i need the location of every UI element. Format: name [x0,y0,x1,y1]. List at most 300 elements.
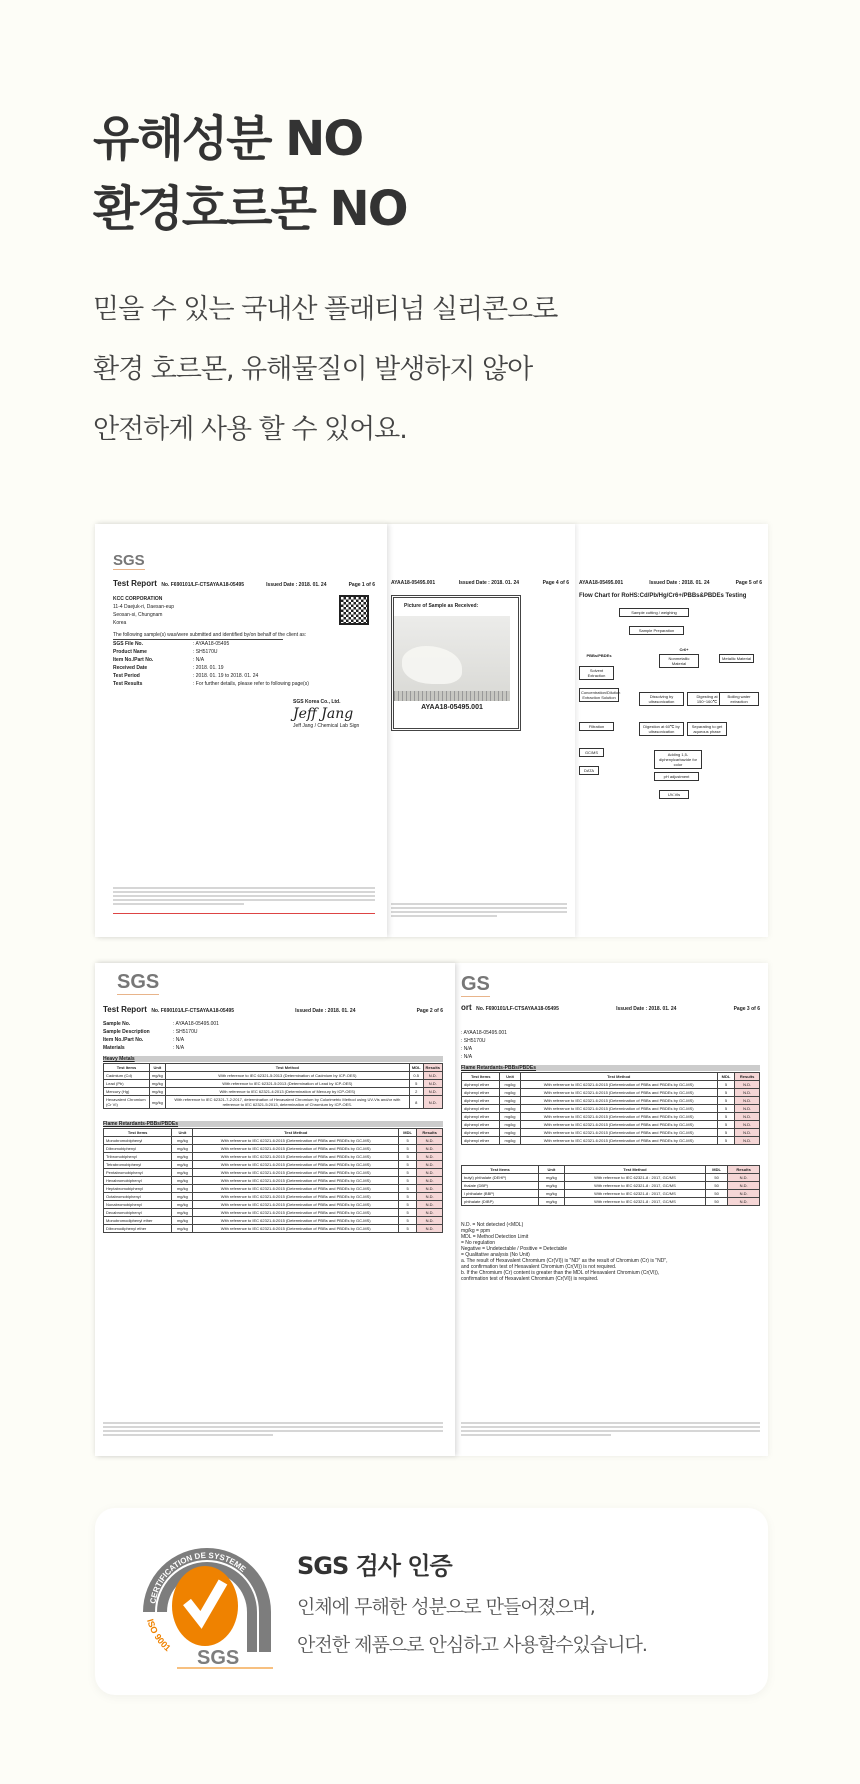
page-footer [391,901,567,919]
address-line: Seosan-si, Chungnam [113,612,163,618]
field-label: Materials [103,1045,125,1051]
section-title: Flame Retardants-PBBs/PBDEs [461,1065,760,1071]
table-row [462,1182,760,1190]
cell-unit: mg/kg [172,1225,193,1233]
signer-company: SGS Korea Co., Ltd. [293,699,341,705]
cell-result: N.D. [423,1072,442,1080]
cell-result: N.D. [423,1080,442,1088]
cell-method: With reference to IEC 62321-6:2015 (Determination of PBBs and PBDEs by GC-MS) [520,1081,717,1089]
cell-unit: mg/kg [500,1097,520,1105]
cell-method: With reference to IEC 62321-6:2015 (Determination of PBBs and PBDEs by GC-MS) [193,1169,399,1177]
column-header: Test Method [520,1073,717,1081]
cell-method: With reference to IEC 62321-6:2015 (Determination of PBBs and PBDEs by GC-MS) [193,1193,399,1201]
field-row [113,664,375,672]
page-footer [103,1420,443,1438]
cell-item: Cadmium (Cd) [104,1072,150,1080]
cell-unit: mg/kg [172,1169,193,1177]
report-title: Test Report [113,579,157,588]
table-row [104,1209,443,1217]
sgs-iso-certification-logo [125,1532,285,1672]
cell-mdl: 5 [717,1081,734,1089]
field-value: : N/A [461,1054,473,1060]
table-row [462,1105,760,1113]
cell-unit: mg/kg [538,1190,564,1198]
cell-item: diphenyl ether [462,1081,500,1089]
table-row [104,1137,443,1145]
cell-mdl: 5 [409,1080,423,1088]
field-value: : AYAA18-05495.001 [173,1021,219,1027]
qr-code-icon [339,595,369,625]
cell-mdl: 50 [705,1174,727,1182]
table-row [462,1129,760,1137]
logo-arc-text: CERTIFICATION DE SYSTEME [148,1550,248,1605]
cell-method: With reference to IEC 62321-6:2015 (Determination of PBBs and PBDEs by GC-MS) [193,1217,399,1225]
column-header: Results [417,1129,443,1137]
field-label: SGS File No. [113,641,144,647]
cell-mdl: 50 [705,1182,727,1190]
flow-step: Adding 1,5-diphenylcarbazide for color [654,750,702,769]
cell-method: With reference to IEC 62321-4:2013 (Determination of Mercury by ICP-OES) [165,1088,409,1096]
flow-step: Digestion at 60℃ by ultrasonication [639,722,684,736]
headline-line2: 환경호르몬 NO [93,181,407,237]
note-line: N.D. = Not detected (<MDL) [461,1222,524,1228]
note-line: Negative = Undetectable / Positive = Detectable [461,1246,568,1252]
table-header [462,1073,760,1081]
report-number: No. F690101/LF-CTSAYAA18-05495 [476,1006,559,1012]
cell-item: Dibromodiphenyl ether [104,1225,172,1233]
table-row [462,1137,760,1145]
cell-item: diphenyl ether [462,1089,500,1097]
cell-method: With reference to IEC 62321-6:2015 (Determination of PBBs and PBDEs by GC-MS) [520,1129,717,1137]
column-header: MDL [705,1166,727,1174]
flow-step: Dissolving by ultrasonication [639,692,684,706]
certification-desc-line1: 인체에 무해한 성분으로 만들어졌으며, [297,1596,595,1618]
field-value: : AYAA18-05495 [193,641,230,647]
cell-unit: mg/kg [172,1137,193,1145]
headline-line1: 유해성분 NO [93,111,363,167]
cell-mdl: 5 [399,1201,417,1209]
table-row [104,1193,443,1201]
sample-id: AYAA18-05495.001 [421,704,483,711]
column-header: Results [728,1166,760,1174]
column-header: Test Items [462,1166,539,1174]
flow-step: DATA [579,766,599,775]
flow-step: GC/MS [579,748,604,757]
cell-result: N.D. [417,1177,443,1185]
table-row [104,1153,443,1161]
flow-step: pH adjustment [654,772,699,781]
flow-step: PBBs/PBDEs [579,652,619,659]
report-pages-top [95,524,768,937]
report-page-2 [95,963,455,1456]
cell-result: N.D. [417,1137,443,1145]
field-label: Sample Description [103,1029,150,1035]
cell-method: With reference to IEC 62321-8 : 2017, GC/MS [564,1190,705,1198]
logo-iso-label [145,1618,173,1653]
cell-item: Monobromodiphenyl ether [104,1217,172,1225]
field-row [113,656,375,664]
cell-unit: mg/kg [500,1129,520,1137]
cell-item: thalate (DBP) [462,1182,539,1190]
cell-unit: mg/kg [149,1096,165,1109]
cell-item: Octabromobiphenyl [104,1193,172,1201]
note-line: b. If the Chromium (Cr) content is greater than the MDL of Hexavalent Chromium (Cr(VI)), [461,1270,660,1276]
flow-step: Filtration [579,722,614,731]
cell-item: Hexabromobiphenyl [104,1177,172,1185]
address-line: Korea [113,620,127,626]
cell-result: N.D. [423,1088,442,1096]
report-number: No. F690101/LF-CTSAYAA18-05495 [151,1008,235,1014]
cell-item: Nonabromobiphenyl [104,1201,172,1209]
cell-method: With reference to IEC 62321-6:2015 (Determination of PBBs and PBDEs by GC-MS) [193,1225,399,1233]
sgs-logo: SGS [113,552,145,569]
field-value: : For further details, please refer to following page(s) [193,681,309,687]
field-label: Sample No. [103,1021,131,1027]
cell-unit: mg/kg [172,1161,193,1169]
description-line3: 안전하게 사용 할 수 있어요. [93,414,407,445]
note-line: MDL = Method Detection Limit [461,1234,529,1240]
field-value: : N/A [461,1046,473,1052]
field-row [113,672,375,680]
report-page-5 [575,524,768,937]
cell-result: N.D. [417,1201,443,1209]
table-row [104,1177,443,1185]
cell-mdl: 5 [399,1225,417,1233]
cell-mdl: 5 [399,1185,417,1193]
cell-mdl: 8 [409,1096,423,1109]
column-header: MDL [399,1129,417,1137]
field-row [113,648,375,656]
cell-mdl: 5 [399,1177,417,1185]
cell-mdl: 50 [705,1190,727,1198]
sgs-logo: SGS [117,971,160,993]
cell-mdl: 0.5 [409,1072,423,1080]
cell-method: With reference to IEC 62321-6:2015 (Determination of PBBs and PBDEs by GC-MS) [520,1089,717,1097]
cell-method: With reference to IEC 62321-6:2015 (Determination of PBBs and PBDEs by GC-MS) [193,1161,399,1169]
field-value: : 2018. 01. 19 [193,665,224,671]
cell-item: Tetrabromobiphenyl [104,1161,172,1169]
cell-unit: mg/kg [172,1217,193,1225]
cell-unit: mg/kg [172,1153,193,1161]
sample-values [461,1029,760,1061]
flow-chart [579,600,762,800]
column-header: Unit [538,1166,564,1174]
table-header [104,1129,443,1137]
flow-step: Metallic Material [719,654,754,663]
table-row [462,1081,760,1089]
cell-method: With reference to IEC 62321-5:2013 (Determination of Lead by ICP-OES) [165,1080,409,1088]
cell-item: Monobromobiphenyl [104,1137,172,1145]
page-footer [461,1420,760,1438]
issued-date: Issued Date : 2018. 01. 24 [458,580,520,586]
table-row [462,1097,760,1105]
cell-item: diphenyl ether [462,1113,500,1121]
cell-result: N.D. [735,1113,760,1121]
certification-desc-line2: 안전한 제품으로 안심하고 사용할수있습니다. [297,1634,647,1656]
cell-unit: mg/kg [172,1145,193,1153]
sample-fields [113,640,375,688]
table-row [104,1217,443,1225]
cell-method: With reference to IEC 62321-8 : 2017, GC/MS [564,1198,705,1206]
field-value: : SH5170U [173,1029,198,1035]
field-row [103,1036,443,1044]
cell-mdl: 5 [399,1217,417,1225]
cell-mdl: 5 [717,1129,734,1137]
flow-step: Separating to get aqueous phase [687,722,727,736]
table-row [462,1198,760,1206]
cell-unit: mg/kg [500,1121,520,1129]
cell-unit: mg/kg [172,1201,193,1209]
signer-name: Jeff Jang / Chemical Lab Sign [293,723,360,729]
field-label: Item No./Part No. [103,1037,144,1043]
cell-result: N.D. [735,1121,760,1129]
cell-result: N.D. [417,1145,443,1153]
cell-method: With reference to IEC 62321-6:2015 (Determination of PBBs and PBDEs by GC-MS) [193,1201,399,1209]
column-header: Test Method [165,1064,409,1072]
description-line1: 믿을 수 있는 국내산 플래티넘 실리콘으로 [93,294,558,325]
field-label: Item No./Part No. [113,657,154,663]
sgs-logo: GS [461,973,490,995]
cell-method: With reference to IEC 62321-6:2015 (Determination of PBBs and PBDEs by GC-MS) [520,1113,717,1121]
cell-result: N.D. [417,1153,443,1161]
field-row [103,1028,443,1036]
cell-method: With reference to IEC 62321-6:2015 (Determination of PBBs and PBDEs by GC-MS) [520,1105,717,1113]
field-value: : AYAA18-05495.001 [461,1030,507,1036]
field-row [113,680,375,688]
table-row [104,1145,443,1153]
field-row [113,640,375,648]
description [93,280,557,460]
section-title: Heavy Metals [103,1056,443,1062]
table-row [104,1169,443,1177]
table-row [104,1088,443,1096]
flame-retardants-table [103,1128,443,1233]
pbde-table [461,1072,760,1145]
certification-description [297,1588,647,1664]
cell-result: N.D. [417,1217,443,1225]
column-header: Test Items [462,1073,500,1081]
cell-result: N.D. [417,1225,443,1233]
field-value: : N/A [173,1037,185,1043]
cell-unit: mg/kg [538,1174,564,1182]
cell-item: butyl) phthalate (DEHP) [462,1174,539,1182]
column-header: Test Items [104,1064,150,1072]
page-number: Page 2 of 6 [416,1008,443,1014]
cell-unit: mg/kg [172,1209,193,1217]
cell-unit: mg/kg [500,1089,520,1097]
cell-mdl: 5 [717,1105,734,1113]
cell-unit: mg/kg [149,1080,165,1088]
page-number: Page 3 of 6 [733,1006,760,1012]
cell-mdl: 5 [717,1137,734,1145]
cell-result: N.D. [735,1129,760,1137]
cell-item: diphenyl ether [462,1129,500,1137]
cell-item: Mercury (Hg) [104,1088,150,1096]
table-header [462,1166,760,1174]
column-header: Results [423,1064,442,1072]
table-row [104,1161,443,1169]
field-value: : 2018. 01. 19 to 2018. 01. 24 [193,673,259,679]
column-header: Results [735,1073,760,1081]
report-page-3 [445,963,768,1456]
cell-unit: mg/kg [149,1088,165,1096]
cell-mdl: 5 [399,1145,417,1153]
cell-method: With reference to IEC 62321-8 : 2017, GC/MS [564,1182,705,1190]
field-row [103,1044,443,1052]
table-row [462,1174,760,1182]
flow-step: UV-Vis [659,790,689,799]
column-header: Unit [500,1073,520,1081]
ruler [394,691,510,701]
cell-mdl: 5 [717,1113,734,1121]
cell-method: With reference to IEC 62321-6:2015 (Determination of PBBs and PBDEs by GC-MS) [520,1137,717,1145]
cell-item: phthalate (DIBP) [462,1198,539,1206]
section-title: Flame Retardants-PBBs/PBDEs [103,1121,443,1127]
cell-unit: mg/kg [500,1105,520,1113]
issued-date: Issued Date : 2018. 01. 24 [616,1006,677,1012]
cell-result: N.D. [728,1198,760,1206]
flow-step: Sample Preparation [629,626,684,635]
cell-mdl: 5 [399,1209,417,1217]
field-value: : SH5170U [193,649,218,655]
cell-result: N.D. [735,1089,760,1097]
note-line: = No regulation [461,1240,496,1246]
cell-item: Pentabromobiphenyl [104,1169,172,1177]
flow-step: Concentration/Dilution Extraction Solution [581,690,621,700]
flow-step: Cr6+ [674,646,694,653]
signature: Jeff Jang [293,706,354,722]
cell-mdl: 5 [717,1097,734,1105]
sample-photo [394,616,510,701]
report-pages-bottom [95,963,768,1456]
cell-method: With reference to IEC 62321-6:2015 (Determination of PBBs and PBDEs by GC-MS) [520,1121,717,1129]
column-header: Test Items [104,1129,172,1137]
flow-step: Sample cutting / weighing [619,608,689,617]
cell-unit: mg/kg [149,1072,165,1080]
table-row [104,1080,443,1088]
cell-mdl: 5 [399,1193,417,1201]
column-header: Unit [149,1064,165,1072]
cell-unit: mg/kg [500,1113,520,1121]
logo-brand-text: SGS [197,1647,240,1669]
cell-result: N.D. [417,1193,443,1201]
table-row [104,1096,443,1109]
cell-method: With reference to IEC 62321-6:2015 (Determination of PBBs and PBDEs by GC-MS) [193,1145,399,1153]
cell-mdl: 2 [409,1088,423,1096]
cell-mdl: 5 [399,1137,417,1145]
table-header [104,1064,443,1072]
cell-result: N.D. [423,1096,442,1109]
cell-item: Heptabromobiphenyl [104,1185,172,1193]
cell-mdl: 5 [717,1121,734,1129]
picture-label: Picture of Sample as Received: [404,603,479,609]
report-page-4 [385,524,575,937]
sample-fields [103,1020,443,1052]
cell-item: diphenyl ether [462,1097,500,1105]
cell-result: N.D. [417,1161,443,1169]
table-row [104,1185,443,1193]
column-header: Test Method [564,1166,705,1174]
cell-unit: mg/kg [172,1177,193,1185]
cell-result: N.D. [735,1081,760,1089]
cell-item: Dibromobiphenyl [104,1145,172,1153]
cell-result: N.D. [735,1097,760,1105]
description-line2: 환경 호르몬, 유해물질이 발생하지 않아 [93,354,533,385]
column-header: Unit [172,1129,193,1137]
cell-method: With reference to IEC 62321-6:2015 (Determination of PBBs and PBDEs by GC-MS) [193,1177,399,1185]
cell-result: N.D. [417,1169,443,1177]
note-line: and confirmation test of Hexavalent Chromium (Cr(VI)) is not required. [461,1264,617,1270]
table-row [462,1113,760,1121]
cell-mdl: 50 [705,1198,727,1206]
cell-item: diphenyl ether [462,1121,500,1129]
report-page-1 [95,524,387,937]
flow-step: Nonmetallic Material [659,654,699,668]
cell-item: diphenyl ether [462,1137,500,1145]
cell-item: l phthalate (BBP) [462,1190,539,1198]
report-ref: AYAA18-05495.001 [579,580,624,586]
cell-method: With reference to IEC 62321-6:2015 (Determination of PBBs and PBDEs by GC-MS) [520,1097,717,1105]
table-row [462,1089,760,1097]
field-value: : N/A [193,657,205,663]
field-row [103,1020,443,1028]
issued-date: Issued Date : 2018. 01. 24 [266,582,327,588]
cell-method: With reference to IEC 62321-6:2015 (Determination of PBBs and PBDEs by GC-MS) [193,1153,399,1161]
cell-mdl: 5 [717,1089,734,1097]
cell-result: N.D. [417,1185,443,1193]
report-number: No. F690101/LF-CTSAYAA18-05495 [161,582,245,588]
page-number: Page 1 of 6 [348,582,375,588]
cell-item: Lead (Pb) [104,1080,150,1088]
cell-result: N.D. [417,1209,443,1217]
cell-unit: mg/kg [500,1081,520,1089]
cell-method: With reference to IEC 62321-7-2:2017, determination of Hexavalent Chromium by Colorimetric Method using UV-Vis and/or with reference to IEC 62321-5:2013, determination of Chromium by ICP-OES. [165,1096,409,1109]
cell-method: With reference to IEC 62321-8 : 2017, GC/MS [564,1174,705,1182]
report-title: ort [461,1003,472,1012]
issued-date: Issued Date : 2018. 01. 24 [295,1008,356,1014]
note-line: a. The result of Hexavalent Chromium (Cr(VI)) is "ND" as the result of Chromium (Cr) is "ND", [461,1258,668,1264]
page-footer [113,885,375,919]
cell-method: With reference to IEC 62321-5:2013 (Determination of Cadmium by ICP-OES) [165,1072,409,1080]
note-line: confirmation test of Hexavalent Chromium (Cr(VI)) is required. [461,1276,599,1282]
cell-result: N.D. [728,1182,760,1190]
cell-item: diphenyl ether [462,1105,500,1113]
field-value: : N/A [173,1045,185,1051]
sample-shape [402,646,462,684]
sample-picture-frame [391,595,521,731]
cell-unit: mg/kg [172,1185,193,1193]
cell-unit: mg/kg [172,1193,193,1201]
intro-text: The following sample(s) was/were submitted and identified by/on behalf of the client as: [113,632,307,638]
flow-step: Boiling water extraction [719,692,759,706]
column-header: MDL [409,1064,423,1072]
report-ref: AYAA18-05495.001 [391,580,436,586]
column-header: Test Method [193,1129,399,1137]
field-label: Test Period [113,673,140,679]
cell-item: Decabromobiphenyl [104,1209,172,1217]
note-line: mg/kg = ppm [461,1228,491,1234]
flow-step: Solvent Extraction [579,666,614,680]
cell-item: Tribromobiphenyl [104,1153,172,1161]
certification-card [95,1508,768,1695]
table-row [104,1072,443,1080]
address-line: 11-4 Daejuk-ri, Daesan-eup [113,604,175,610]
flow-step: Digesting at 150~160℃ [687,692,727,706]
cell-result: N.D. [735,1137,760,1145]
cell-unit: mg/kg [538,1198,564,1206]
cell-mdl: 5 [399,1161,417,1169]
cell-method: With reference to IEC 62321-6:2015 (Determination of PBBs and PBDEs by GC-MS) [193,1137,399,1145]
